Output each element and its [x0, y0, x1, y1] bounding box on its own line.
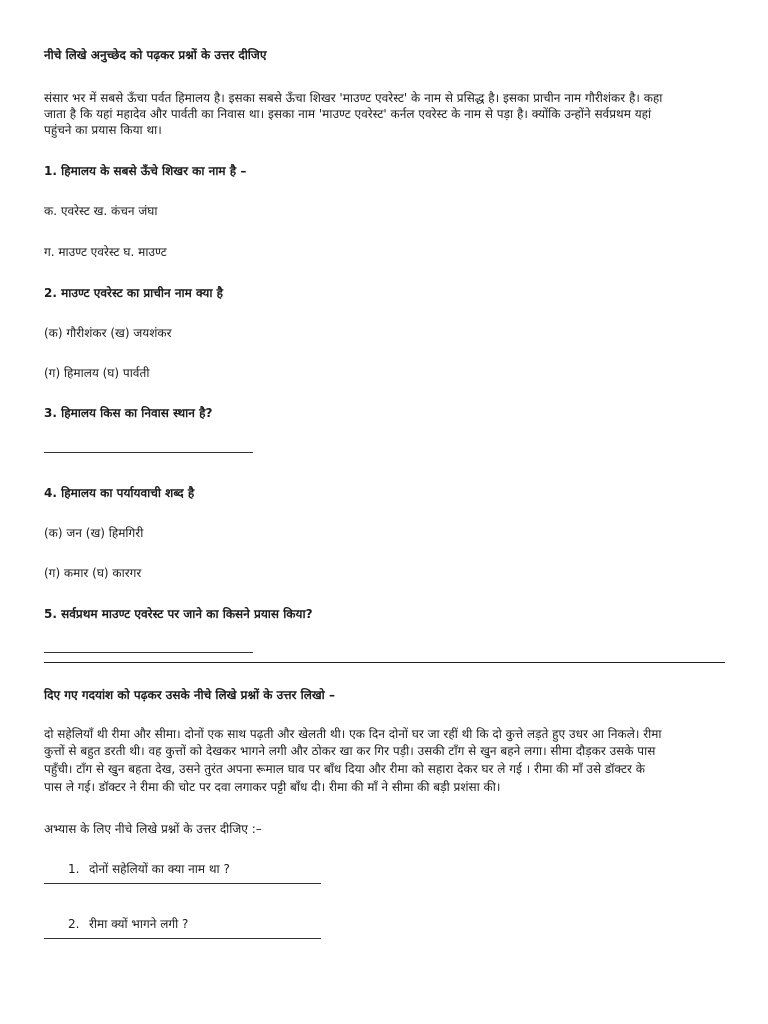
- practice-instruction: अभ्यास के लिए नीचे लिखे प्रश्नों के उत्तर दीजिए :–: [44, 822, 262, 836]
- section1-paragraph-line: पहुंचने का प्रयास किया था।: [44, 123, 162, 137]
- answer-line-q5: [44, 652, 253, 653]
- section1-paragraph-line: संसार भर में सबसे ऊँचा पर्वत हिमालय है। इसका सबसे ऊँचा शिखर 'माउण्ट एवरेस्ट' के नाम से प्रसिद्ध है। इसका प्राचीन नाम गौरीशंकर है। कहा: [44, 91, 663, 105]
- section1-heading: नीचे लिखे अनुच्छेद को पढ़कर प्रश्नों के उत्तर दीजिए: [44, 48, 267, 62]
- section2-paragraph-line: पहुँची। टाँग से खुन बहता देख, उसने तुरंत अपना रूमाल घाव पर बाँध दिया और रीमा को सहारा देकर घर ले गई । रीमा की माँ उसे डॉक्टर के: [44, 762, 645, 776]
- question-1: 1. हिमालय के सबसे ऊँचे शिखर का नाम है –: [44, 164, 247, 178]
- question-4-options-a: (क) जन (ख) हिमगिरी: [44, 526, 144, 540]
- section2-paragraph-line: कुत्तों से बहुत डरती थी। वह कुत्तों को देखकर भागने लगी और ठोकर खा कर गिर पड़ी। उसकी टाँग से खुन बहने लगा। सीमा दौड़कर उसके पास: [44, 744, 656, 758]
- section2-paragraph-line: पास ले गई। डॉक्टर ने रीमा की चोट पर दवा लगाकर पट्टी बाँध दी। रीमा की माँ ने सीमा की बड़ी प्रशंसा की।: [44, 780, 501, 794]
- question-4: 4. हिमालय का पर्यायवाची शब्द है: [44, 486, 195, 500]
- question-1-options-a: क. एवरेस्ट ख. कंचन जंघा: [44, 204, 158, 218]
- section-divider: [44, 662, 725, 663]
- question-2-options-b: (ग) हिमालय (घ) पार्वती: [44, 366, 150, 380]
- section2-paragraph-line: दो सहेलियाँ थी रीमा और सीमा। दोनों एक साथ पढ़ती और खेलती थी। एक दिन दोनों घर जा रहीं थी कि दो कुत्ते लड़ते हुए उधर आ निकले। रीमा: [44, 727, 662, 741]
- question-4-options-b: (ग) कमार (घ) कारगर: [44, 566, 142, 580]
- practice-question-number: 2.: [68, 917, 80, 931]
- answer-line-q3: [44, 452, 253, 453]
- question-3: 3. हिमालय किस का निवास स्थान है?: [44, 406, 213, 420]
- question-5: 5. सर्वप्रथम माउण्ट एवरेस्ट पर जाने का किसने प्रयास किया?: [44, 607, 313, 621]
- answer-line-practice-2: [44, 938, 321, 939]
- question-2: 2. माउण्ट एवरेस्ट का प्राचीन नाम क्या है: [44, 286, 224, 300]
- question-1-options-b: ग. माउण्ट एवरेस्ट घ. माउण्ट: [44, 245, 167, 259]
- section2-heading: दिए गए गदयांश को पढ़कर उसके नीचे लिखे प्रश्नों के उत्तर लिखो –: [44, 688, 335, 702]
- section1-paragraph-line: जाता है कि यहां महादेव और पार्वती का निवास था। इसका नाम 'माउण्ट एवरेस्ट' कर्नल एवरेस्ट के नाम से पड़ा है। क्योंकि उन्होंने सर्वप्रथम यहां: [44, 107, 652, 121]
- practice-question-number: 1.: [68, 862, 80, 876]
- question-2-options-a: (क) गौरीशंकर (ख) जयशंकर: [44, 326, 172, 340]
- answer-line-practice-1: [44, 883, 321, 884]
- practice-question-text: रीमा क्यों भागने लगी ?: [89, 917, 189, 931]
- practice-question-text: दोनों सहेलियों का क्या नाम था ?: [89, 862, 230, 876]
